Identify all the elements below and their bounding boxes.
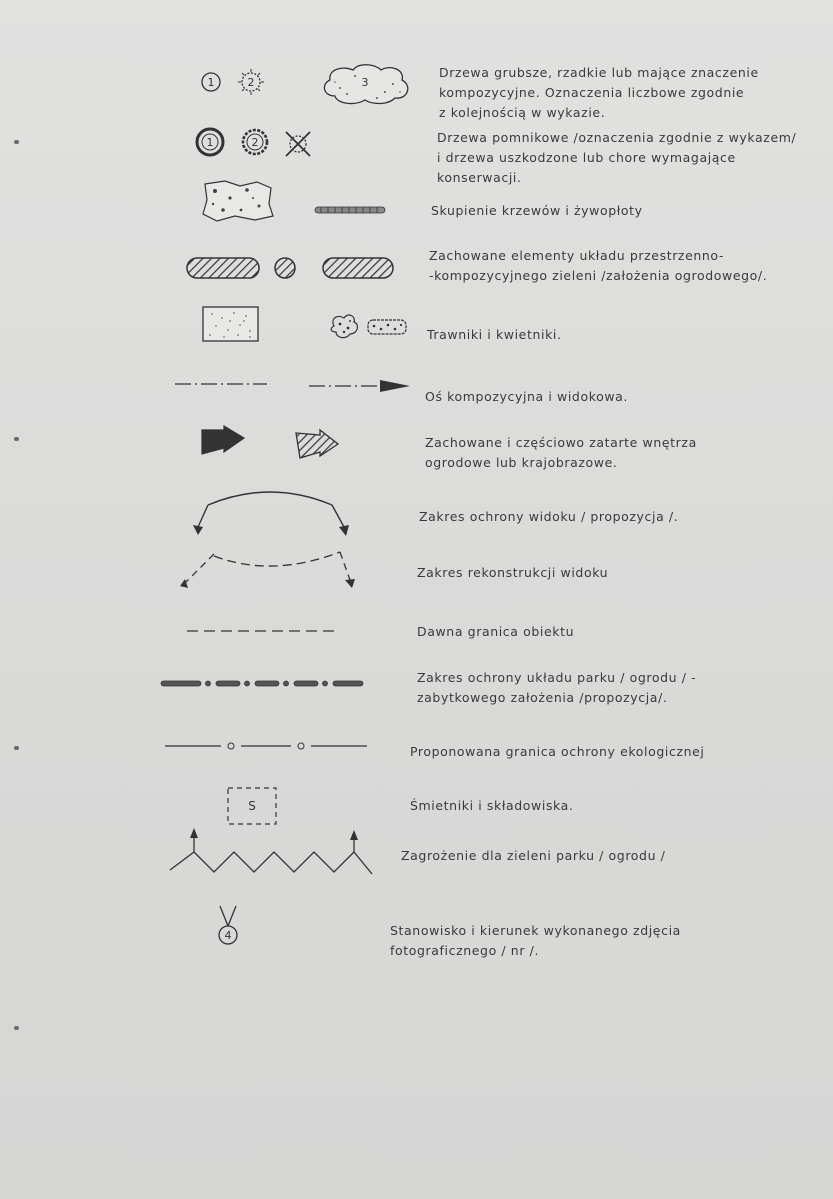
legend-label-threat: Zagrożenie dla zieleni parku / ogrodu / (401, 848, 666, 863)
legend-label-photo-station: Stanowisko i kierunek wykonanego zdjęcia fotograficznego / nr /. (390, 923, 681, 958)
svg-text:1: 1 (207, 76, 215, 89)
legend-label-trees-thick: Drzewa grubsze, rzadkie lub mające znaczenie kompozycyjne. Oznaczenia liczbowe zgodnie z kolejnością w wykazie. (439, 65, 759, 120)
legend-label-lawns: Trawniki i kwietniki. (427, 327, 562, 342)
axis-arrow-icon (172, 376, 417, 396)
legend-label-axis: Oś kompozycyjna i widokowa. (425, 389, 629, 404)
legend-label-view-reconstruction: Zakres rekonstrukcji widoku (417, 565, 609, 580)
numbered-tree-icon (195, 56, 420, 111)
legend-label-former-boundary: Dawna granica obiektu (417, 624, 575, 639)
legend-label-preserved-elements: Zachowane elementy układu przestrzenno- -kompozycyjnego zieleni /założenia ogrodowego/. (429, 248, 768, 283)
shrub-cluster-icon (195, 176, 395, 226)
binder-hole (14, 437, 19, 441)
legend-label-dumps: Śmietniki i składowiska. (410, 798, 574, 813)
dump-box-icon (222, 784, 282, 828)
svg-text:S: S (248, 799, 256, 813)
legend-label-interiors: Zachowane i częściowo zatarte wnętrza ogrodowe lub krajobrazowe. (425, 435, 697, 470)
view-arc-icon (190, 485, 355, 540)
legend-label-trees-monument: Drzewa pomnikowe /oznaczenia zgodnie z wykazem/ i drzewa uszkodzone lub chore wymagające konserwacji. (437, 130, 797, 185)
hatched-elements-icon (185, 250, 400, 286)
legend-label-ecological-protection: Proponowana granica ochrony ekologicznej (410, 744, 705, 759)
binder-hole (14, 1026, 19, 1030)
svg-text:4: 4 (224, 929, 232, 942)
dashed-view-arc-icon (172, 542, 367, 594)
bold-dash-dot-line-icon (158, 676, 368, 692)
svg-text:2: 2 (251, 136, 259, 149)
circle-line-icon (163, 738, 373, 754)
binder-hole (14, 746, 19, 750)
legend-label-park-protection: Zakres ochrony układu parku / ogrodu / - zabytkowego założenia /propozycja/. (417, 670, 697, 705)
lawn-icon (200, 304, 410, 346)
zigzag-threat-icon (168, 826, 378, 878)
binder-hole (14, 140, 19, 144)
camera-station-icon (208, 902, 248, 950)
legend-label-shrubs: Skupienie krzewów i żywopłoty (431, 203, 643, 218)
svg-text:2: 2 (247, 76, 255, 89)
interior-arrow-icon (198, 424, 343, 464)
svg-text:3: 3 (361, 76, 369, 89)
legend-label-view-protection: Zakres ochrony widoku / propozycja /. (419, 509, 679, 524)
svg-text:1: 1 (206, 136, 214, 149)
dashed-line-icon (185, 624, 340, 638)
monument-tree-icon (190, 120, 330, 165)
